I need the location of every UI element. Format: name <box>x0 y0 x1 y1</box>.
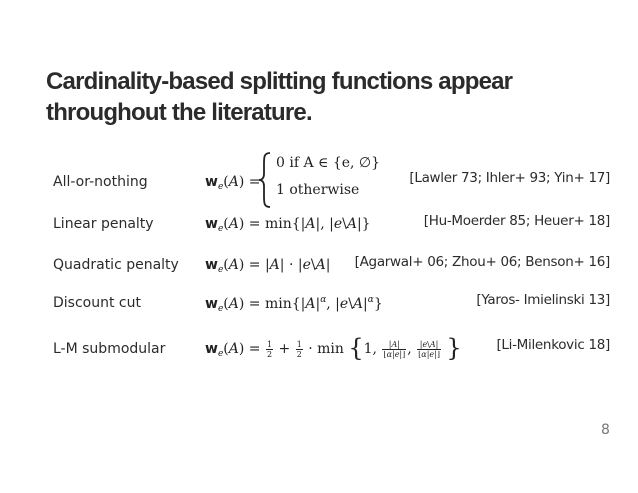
title-line-2: throughout the literature. <box>46 99 312 126</box>
slide-title <box>46 66 526 128</box>
reference: [Lawler 73; Ihler+ 93; Yin+ 17] <box>409 170 610 186</box>
function-name: L-M submodular <box>53 341 166 357</box>
function-name: All-or-nothing <box>53 174 148 190</box>
formula: $w_e(A) = |A|$ · |e\A| <box>205 257 331 275</box>
function-name: Linear penalty <box>53 216 154 232</box>
left-brace-icon <box>258 152 272 208</box>
page-number: 8 <box>601 422 610 438</box>
formula: $w_e(A) = \min\{|A|$, |e\A|} <box>205 216 371 234</box>
case-1: 0 if A ∈ {e, ∅} <box>276 155 381 171</box>
case-2: 1 otherwise <box>276 182 360 198</box>
reference: [Hu-Moerder 85; Heuer+ 18] <box>423 213 610 229</box>
reference: [Agarwal+ 06; Zhou+ 06; Benson+ 16] <box>354 254 610 270</box>
formula: $w_e(A)$ = $\frac{1}{2}$ + $\frac{1}{2}$ · min {1, $\frac{|A|}{⌊\alpha|e|⌋}$ , $\frac{|e\backslash A|}{⌊\alpha|e|⌋}$ } <box>205 334 462 362</box>
cases-block <box>258 152 408 207</box>
reference: [Li-Milenkovic 18] <box>496 337 610 353</box>
formula: $w_e(A) = \min\{|A|^\alpha$, $|e\backslash A|^\alpha$} <box>205 295 383 314</box>
formula-lhs: $w_e(A)$ = <box>205 174 261 192</box>
title-line-1: Cardinality-based splitting functions appear <box>46 68 513 95</box>
reference: [Yaros- Imielinski 13] <box>476 292 610 308</box>
function-name: Quadratic penalty <box>53 257 179 273</box>
function-name: Discount cut <box>53 295 141 311</box>
